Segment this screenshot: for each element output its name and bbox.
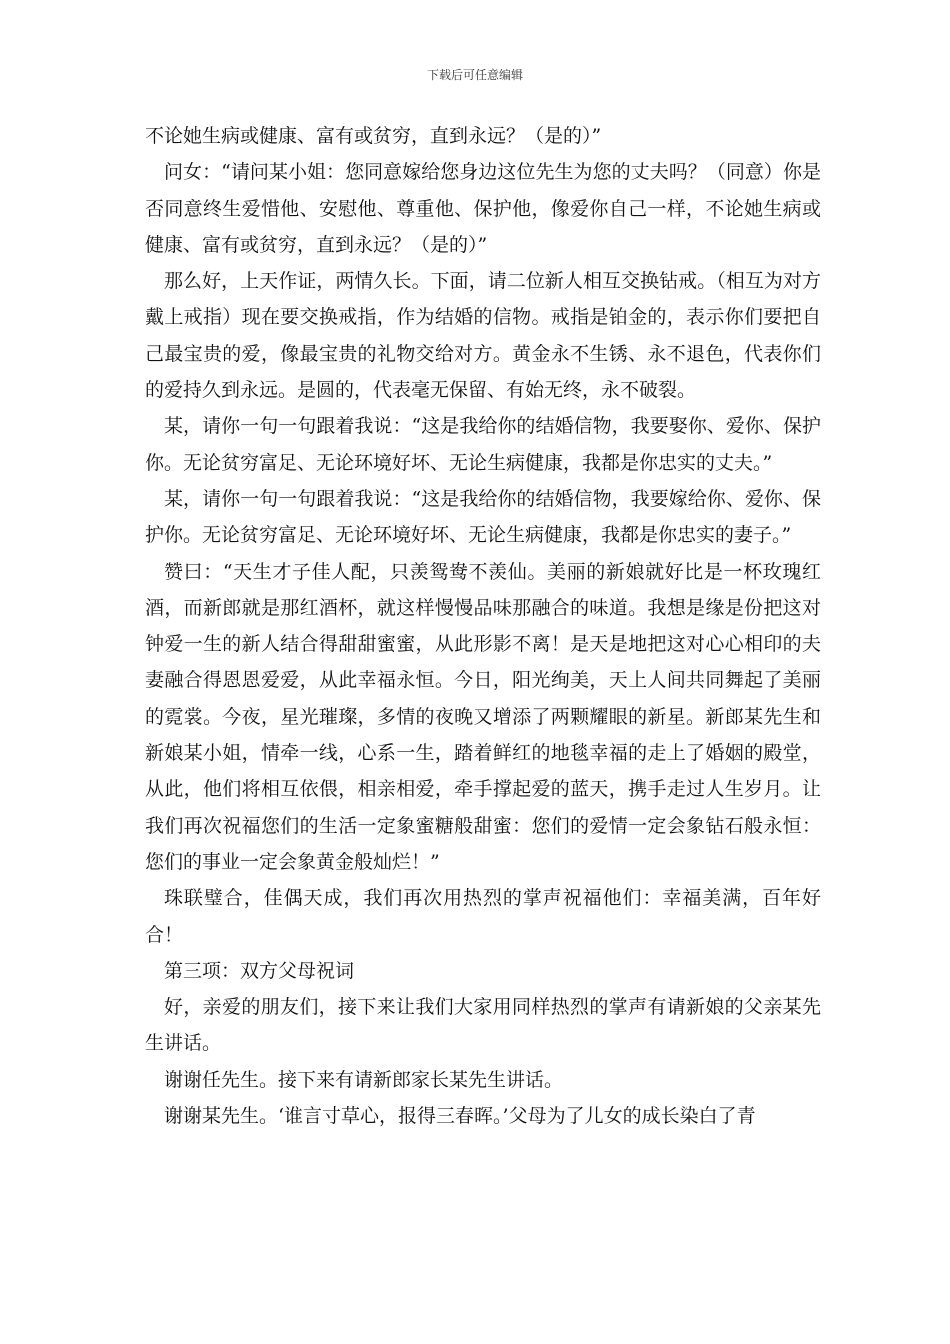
page-header: 下载后可任意编辑 <box>426 68 523 82</box>
paragraph: 好，亲爱的朋友们，接下来让我们大家用同样热烈的掌声有请新娘的父亲某先生讲话。 <box>145 996 821 1055</box>
paragraph: 谢谢某先生。‘谁言寸草心，报得三春晖。’父母为了儿女的成长染白了青 <box>164 1105 756 1128</box>
section-heading: 第三项：双方父母祝词 <box>164 959 355 982</box>
paragraph: 某，请你一句一句跟着我说：“这是我给你的结婚信物，我要嫁给你、爱你、保护你。无论贫穷富足、无论环境好坏、无论生病健康，我都是你忠实的妻子。” <box>145 487 821 547</box>
document-body <box>145 118 821 1134</box>
paragraph: 珠联璧合，佳偶天成，我们再次用热烈的掌声祝福他们：幸福美满，百年好合！ <box>145 887 821 946</box>
paragraph: 那么好，上天作证，两情久长。下面，请二位新人相互交换钻戒。（相互为对方戴上戒指）现在要交换戒指，作为结婚的信物。戒指是铂金的，表示你们要把自己最宝贵的爱，像最宝贵的礼物交给对方。黄金永不生锈、永不退色，代表你们的爱持久到永远。是圆的，代表毫无保留、有始无终，永不破裂。 <box>145 270 821 402</box>
paragraph: 赞曰：“天生才子佳人配，只羡鸳鸯不羡仙。美丽的新娘就好比是一杯玫瑰红酒，而新郎就是那红酒杯，就这样慢慢品味那融合的味道。我想是缘是份把这对钟爱一生的新人结合得甜甜蜜蜜，从此形影不离！是天是地把这对心心相印的夫妻融合得恩恩爱爱，从此幸福永恒。今日，阳光绚美，天上人间共同舞起了美丽的霓裳。今夜，星光璀璨，多情的夜晚又增添了两颗耀眼的新星。新郎某先生和新娘某小姐，情牵一线，心系一生，踏着鲜红的地毯幸福的走上了婚姻的殿堂，从此，他们将相互依偎，相亲相爱，牵手撑起爱的蓝天，携手走过人生岁月。让我们再次祝福您们的生活一定象蜜糖般甜蜜：您们的爱情一定会象钻石般永恒：您们的事业一定会象黄金般灿烂！” <box>145 560 821 873</box>
paragraph: 问女：“请问某小姐：您同意嫁给您身边这位先生为您的丈夫吗？（同意）你是否同意终生爱惜他、安慰他、尊重他、保护他，像爱你自己一样，不论她生病或健康、富有或贫穷，直到永远？（是的）” <box>145 161 821 256</box>
paragraph: 不论她生病或健康、富有或贫穷，直到永远？（是的）” <box>145 125 602 147</box>
paragraph: 某，请你一句一句跟着我说：“这是我给你的结婚信物，我要娶你、爱你、保护你。无论贫穷富足、无论环境好坏、无论生病健康，我都是你忠实的丈夫。” <box>145 415 821 474</box>
paragraph: 谢谢任先生。接下来有请新郎家长某先生讲话。 <box>164 1068 564 1091</box>
